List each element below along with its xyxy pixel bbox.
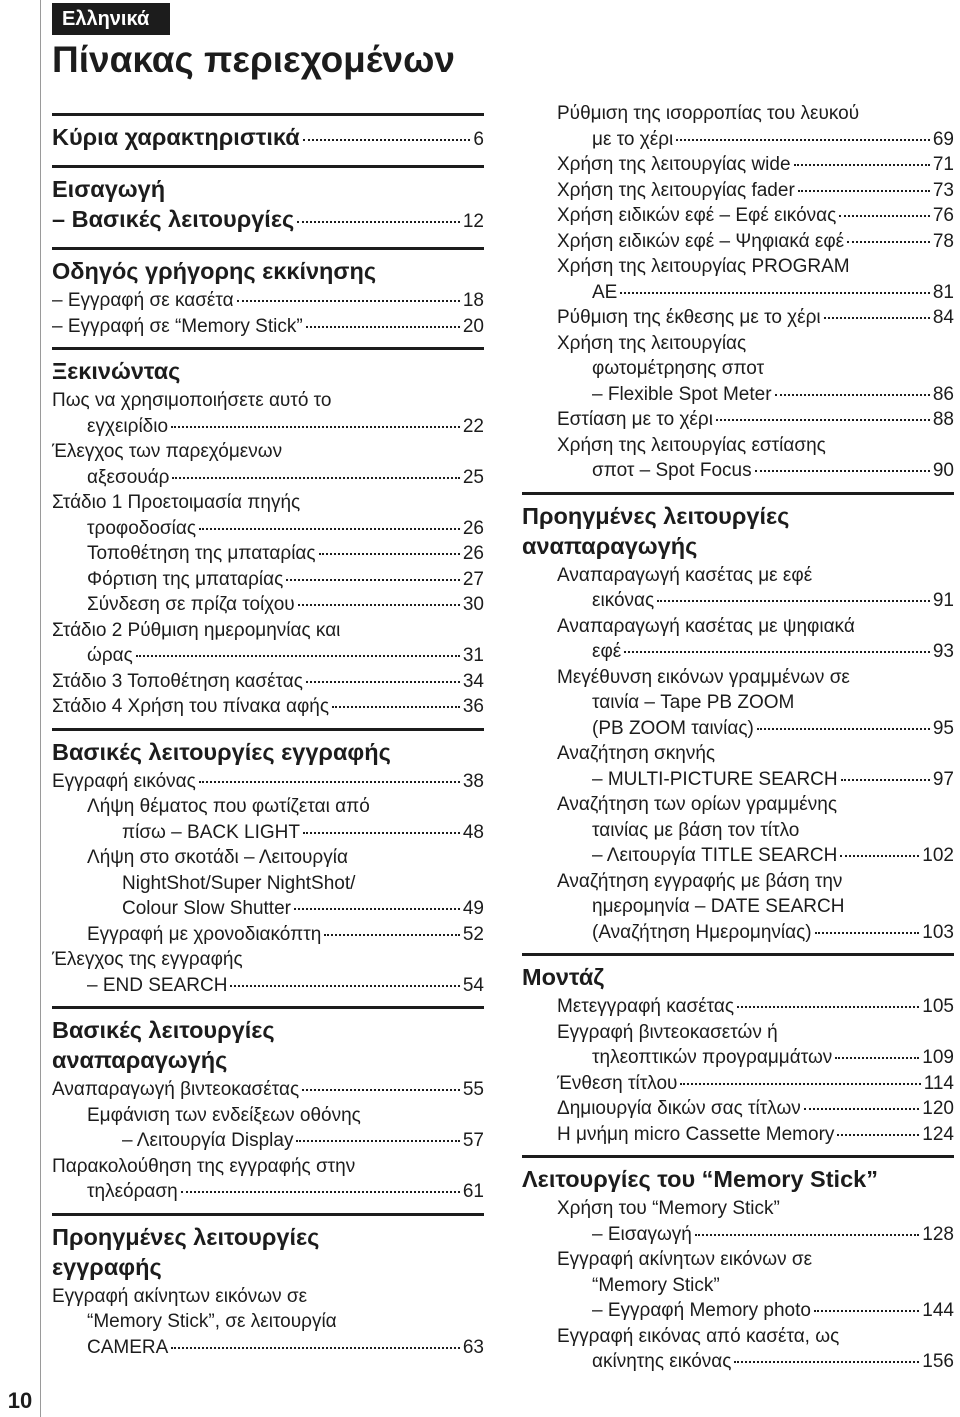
entry-line: Έλεγχος της εγγραφής (52, 949, 243, 970)
entry-text: – END SEARCH (87, 974, 228, 996)
dot-leader (835, 1057, 919, 1059)
section-heading (52, 168, 484, 239)
entry-line (557, 1222, 954, 1248)
entry-text: (PB ZOOM ταινίας) (592, 717, 754, 739)
entry-line: Αναζήτηση των ορίων γραμμένης (557, 794, 837, 815)
toc-entry (522, 1071, 954, 1097)
page-ref: 91 (932, 590, 954, 611)
entry-line: Αναπαραγωγή κασέτας με εφέ (557, 564, 813, 586)
heading-text: – Βασικές λειτουργίες (52, 206, 295, 232)
page-number: 10 (7, 1388, 33, 1413)
dot-leader (620, 292, 930, 294)
entry-line (52, 1179, 484, 1205)
dot-leader (798, 190, 930, 192)
section-heading (522, 1158, 954, 1196)
entry-text: Χρήση της λειτουργίας wide (557, 154, 791, 175)
page-ref: 103 (922, 921, 954, 943)
entry-line (557, 1349, 954, 1375)
language-badge: Ελληνικά (52, 3, 170, 35)
dot-leader (695, 1234, 919, 1236)
page-ref: 69 (932, 128, 954, 150)
entry-line (52, 288, 484, 314)
entry-line (52, 643, 484, 669)
entry-text: τηλεοπτικών προγραμμάτων (592, 1047, 833, 1068)
entry-text: αξεσουάρ (87, 466, 170, 488)
page-ref: 34 (462, 670, 484, 692)
entry-line: Χρήση της λειτουργίας (557, 332, 747, 354)
toc-entry (52, 618, 484, 669)
entry-line: Αναζήτηση σκηνής (557, 743, 716, 764)
entry-line: Λήψη θέματος που φωτίζεται από (87, 796, 370, 817)
toc-entry (522, 1020, 954, 1071)
dot-leader (737, 1006, 919, 1008)
entry-text: – Εγγραφή Memory photo (592, 1300, 811, 1321)
entry-text: εικόνας (592, 590, 655, 611)
toc-entry (522, 1196, 954, 1247)
dot-leader (171, 1347, 460, 1349)
entry-text: τροφοδοσίας (87, 517, 196, 539)
dot-leader (804, 1108, 920, 1110)
entry-line (557, 407, 954, 433)
section-heading (52, 1009, 484, 1077)
page-ref: 73 (932, 179, 954, 201)
heading-line: Ξεκινώντας (52, 358, 181, 384)
section-heading (52, 250, 484, 288)
dot-leader (841, 779, 930, 781)
page-ref: 88 (932, 409, 954, 430)
entry-line (87, 922, 484, 948)
dot-leader (824, 317, 930, 319)
entry-text: Τοποθέτηση της μπαταρίας (87, 543, 316, 564)
toc-entry (522, 407, 954, 433)
page-ref: 124 (922, 1123, 954, 1145)
entry-text: Στάδιο 3 Τοποθέτηση κασέτας (52, 670, 303, 692)
dot-leader (199, 781, 460, 783)
page-ref: 54 (462, 974, 484, 996)
entry-line (557, 458, 954, 484)
section-heading (52, 116, 484, 157)
entry-line (557, 127, 954, 153)
entry-line (52, 1077, 484, 1103)
entry-line (87, 896, 484, 922)
entry-text: Δημιουργία δικών σας τίτλων (557, 1098, 801, 1119)
dot-leader (839, 215, 930, 217)
page-ref: 81 (932, 281, 954, 303)
entry-line: Χρήση της λειτουργίας PROGRAM (557, 256, 850, 277)
entry-line (52, 769, 484, 795)
dot-leader (847, 241, 930, 243)
dot-leader (324, 934, 460, 936)
dot-leader (755, 470, 930, 472)
page-ref: 30 (462, 594, 484, 615)
entry-text: τηλεόραση (87, 1181, 178, 1202)
heading-line: εγγραφής (52, 1253, 162, 1280)
entry-text: Μετεγγραφή κασέτας (557, 996, 735, 1017)
toc-entry (52, 669, 484, 695)
entry-line (87, 541, 484, 567)
dot-leader (298, 604, 460, 606)
entry-line: Μεγέθυνση εικόνων γραμμένων σε (557, 666, 850, 688)
entry-line (52, 1335, 484, 1361)
entry-line: Χρήση του “Memory Stick” (557, 1198, 780, 1219)
toc-entry (522, 305, 954, 331)
entry-text: (Αναζήτηση Ημερομηνίας) (592, 921, 812, 943)
page-ref: 20 (462, 315, 484, 337)
page-ref: 27 (462, 568, 484, 590)
toc-entry (522, 614, 954, 665)
dot-leader (306, 681, 460, 683)
toc-entry (52, 288, 484, 314)
entry-text: CAMERA (87, 1336, 169, 1358)
page-edge-rule (40, 0, 41, 1417)
entry-text: ώρας (87, 645, 133, 666)
entry-text: – Εισαγωγή (592, 1223, 692, 1245)
entry-line: Έλεγχος των παρεχόμενων (52, 441, 283, 462)
entry-line (52, 973, 484, 999)
toc-entry (522, 792, 954, 869)
dot-leader (775, 394, 930, 396)
page-ref: 25 (462, 466, 484, 488)
entry-line: Στάδιο 1 Προετοιμασία πηγής (52, 492, 301, 513)
dot-leader (840, 855, 919, 857)
page-ref: 76 (932, 205, 954, 226)
entry-text: – Εγγραφή σε “Memory Stick” (52, 315, 303, 337)
entry-text: – MULTI-PICTURE SEARCH (592, 768, 838, 790)
entry-line: Λήψη στο σκοτάδι – Λειτουργία (87, 847, 348, 868)
page-ref: 109 (922, 1047, 954, 1068)
page-ref: 93 (932, 641, 954, 662)
toc-entry (52, 1154, 484, 1205)
dot-leader (172, 477, 459, 479)
toc-entry (522, 1122, 954, 1148)
entry-line: Αναζήτηση εγγραφής με βάση την (557, 870, 843, 892)
heading-line: Προηγμένες λειτουργίες (522, 502, 790, 529)
entry-line: Αναπαραγωγή κασέτας με ψηφιακά (557, 615, 855, 637)
dot-leader (303, 832, 460, 834)
dot-leader (181, 1191, 460, 1193)
page-ref: 36 (462, 696, 484, 717)
entry-line (557, 382, 954, 408)
toc-entry (52, 1103, 484, 1154)
entry-line (52, 694, 484, 720)
toc-entry (52, 388, 484, 439)
toc-entry (52, 1077, 484, 1103)
entry-line (557, 994, 954, 1020)
page-ref: 48 (462, 821, 484, 843)
dot-leader (286, 579, 460, 581)
entry-text: Εγγραφή εικόνας (52, 770, 196, 792)
section-heading (52, 1216, 484, 1284)
entry-line: Εμφάνιση των ενδείξεων οθόνης (87, 1104, 361, 1126)
dot-leader (676, 139, 930, 141)
page-ref: 63 (462, 1336, 484, 1358)
heading-line: Λειτουργίες του “Memory Stick” (522, 1166, 878, 1192)
page-ref: 55 (462, 1079, 484, 1100)
entry-line (557, 920, 954, 946)
entry-text: Ένθεση τίτλου (557, 1072, 678, 1094)
entry-line (557, 280, 954, 306)
page-ref: 6 (473, 129, 484, 150)
toc-entry (522, 563, 954, 614)
entry-text: Χρήση ειδικών εφέ – Εφέ εικόνας (557, 205, 837, 226)
page-ref: 86 (932, 383, 954, 405)
toc-entry (52, 947, 484, 998)
page-ref: 26 (462, 517, 484, 539)
page-ref: 90 (932, 460, 954, 481)
toc-entry (52, 490, 484, 541)
entry-text: Colour Slow Shutter (122, 898, 291, 919)
toc-entry (52, 439, 484, 490)
entry-text: σποτ – Spot Focus (592, 460, 752, 481)
dot-leader (319, 553, 460, 555)
entry-text: Χρήση ειδικών εφέ – Ψηφιακά εφέ (557, 230, 845, 252)
page-ref: 97 (932, 768, 954, 790)
entry-text: – Flexible Spot Meter (592, 383, 772, 405)
entry-line: Στάδιο 2 Ρύθμιση ημερομηνίας και (52, 619, 341, 641)
entry-line (87, 567, 484, 593)
entry-line (52, 314, 484, 340)
entry-text: Εστίαση με το χέρι (557, 409, 713, 430)
toc-entry (522, 178, 954, 204)
entry-line (52, 516, 484, 542)
dot-leader (680, 1083, 920, 1085)
toc-entry (52, 592, 484, 618)
entry-line (87, 820, 484, 846)
entry-text: Στάδιο 4 Χρήση του πίνακα αφής (52, 696, 330, 717)
page-ref: 57 (462, 1130, 484, 1151)
heading-line: Προηγμένες λειτουργίες (52, 1223, 320, 1250)
dot-leader (199, 528, 460, 530)
entry-text: – Λειτουργία Display (122, 1130, 294, 1151)
dot-leader (296, 1140, 459, 1142)
entry-line (557, 178, 954, 204)
dot-leader (294, 908, 460, 910)
toc-entry (52, 845, 484, 922)
entry-line (52, 414, 484, 440)
page-ref: 144 (922, 1300, 954, 1321)
entry-text: Χρήση της λειτουργίας fader (557, 179, 795, 201)
entry-line (557, 843, 954, 869)
heading-line: Οδηγός γρήγορης εκκίνησης (52, 258, 377, 284)
heading-line: αναπαραγωγής (522, 532, 698, 559)
entry-line (557, 716, 954, 742)
page-ref: 114 (923, 1072, 954, 1094)
entry-line: Ρύθμιση της ισορροπίας του λευκού (557, 103, 860, 124)
entry-text: Φόρτιση της μπαταρίας (87, 568, 284, 590)
dot-leader (306, 326, 460, 328)
entry-line: Εγγραφή βιντεοκασετών ή (557, 1021, 778, 1043)
entry-line (52, 465, 484, 491)
toc-entry (522, 1096, 954, 1122)
dot-leader (815, 932, 920, 934)
entry-line: ημερομηνία – DATE SEARCH (592, 896, 845, 917)
entry-text: Αναπαραγωγή βιντεοκασέτας (52, 1079, 300, 1100)
section-heading (52, 731, 484, 769)
page-ref: 156 (922, 1351, 954, 1372)
entry-line: Πως να χρησιμοποιήσετε αυτό το (52, 390, 332, 411)
entry-line: Παρακολούθηση της εγγραφής στην (52, 1155, 356, 1177)
toc-left-column (52, 113, 484, 1360)
entry-text: με το χέρι (592, 128, 674, 150)
toc-entry (52, 769, 484, 795)
dot-leader (230, 985, 459, 987)
page-ref: 71 (932, 154, 954, 175)
heading-line: Εισαγωγή (52, 176, 166, 202)
heading-line: Βασικές λειτουργίες εγγραφής (52, 738, 391, 765)
entry-line (87, 592, 484, 618)
page-ref: 22 (462, 415, 484, 437)
toc-entry (522, 203, 954, 229)
toc-entry (52, 314, 484, 340)
dot-leader (657, 600, 930, 602)
entry-line: φωτομέτρησης σποτ (592, 358, 765, 379)
toc-entry (52, 567, 484, 593)
entry-line: ταινίας με βάση τον τίτλο (592, 819, 800, 841)
entry-line: Χρήση της λειτουργίας εστίασης (557, 434, 826, 456)
entry-line (557, 1045, 954, 1071)
entry-line (557, 1071, 954, 1097)
entry-line: Εγγραφή εικόνας από κασέτα, ως (557, 1325, 840, 1347)
toc-entry (522, 331, 954, 408)
toc-entry (522, 152, 954, 178)
dot-leader (237, 300, 460, 302)
page-ref: 78 (932, 230, 954, 252)
entry-line: Εγγραφή ακίνητων εικόνων σε (557, 1249, 813, 1270)
entry-text: Σύνδεση σε πρίζα τοίχου (87, 594, 295, 615)
dot-leader (136, 655, 460, 657)
toc-entry (522, 869, 954, 946)
toc-entry (52, 1284, 484, 1361)
dot-leader (332, 706, 460, 708)
toc-right-column (522, 101, 954, 1375)
entry-line (557, 203, 954, 229)
entry-line: NightShot/Super NightShot/ (122, 872, 356, 894)
entry-line (557, 1122, 954, 1148)
entry-text: Ρύθμιση της έκθεσης με το χέρι (557, 307, 821, 328)
dot-leader (734, 1361, 919, 1363)
entry-text: Η μνήμη micro Cassette Memory (557, 1123, 835, 1145)
entry-text: εγχειρίδιο (87, 415, 169, 437)
page-ref: 105 (922, 996, 954, 1017)
page-ref: 52 (462, 923, 484, 945)
toc-entry (52, 541, 484, 567)
entry-text: Εγγραφή με χρονοδιακόπτη (87, 923, 322, 945)
heading-line: Βασικές λειτουργίες (52, 1017, 275, 1043)
dot-leader (171, 426, 460, 428)
dot-leader (814, 1310, 919, 1312)
page-title: Πίνακας περιεχομένων (52, 39, 455, 80)
entry-line (557, 229, 954, 255)
toc-entry (52, 794, 484, 845)
page-ref: 12 (462, 211, 484, 232)
dot-leader (716, 419, 930, 421)
entry-line (557, 1298, 954, 1324)
entry-line (557, 639, 954, 665)
dot-leader (757, 728, 930, 730)
dot-leader (624, 651, 930, 653)
dot-leader (303, 139, 471, 141)
entry-line: “Memory Stick”, σε λειτουργία (87, 1311, 337, 1332)
toc-entry (522, 254, 954, 305)
entry-line (557, 767, 954, 793)
page-ref: 38 (462, 770, 484, 792)
section-heading (522, 495, 954, 563)
heading-line: αναπαραγωγής (52, 1047, 228, 1073)
page-ref: 49 (462, 898, 484, 919)
entry-line: ταινία – Tape PB ZOOM (592, 692, 795, 713)
entry-text: εφέ (592, 641, 622, 662)
page-ref: 120 (922, 1098, 954, 1119)
dot-leader (794, 164, 930, 166)
dot-leader (297, 221, 460, 223)
toc-entry (522, 229, 954, 255)
entry-text: – Λειτουργία TITLE SEARCH (592, 845, 838, 866)
entry-line (557, 305, 954, 331)
dot-leader (302, 1089, 460, 1091)
entry-line: “Memory Stick” (592, 1274, 720, 1296)
toc-entry (522, 1324, 954, 1375)
heading-line (52, 204, 484, 237)
entry-text: AE (592, 281, 618, 303)
page-ref: 26 (462, 543, 484, 564)
entry-line (557, 588, 954, 614)
entry-text: πίσω – BACK LIGHT (122, 821, 300, 843)
entry-text: ακίνητης εικόνας (592, 1351, 732, 1372)
entry-line (52, 669, 484, 695)
page-ref: 18 (462, 290, 484, 311)
toc-entry (522, 1247, 954, 1324)
page-ref: 84 (932, 307, 954, 328)
entry-line (557, 152, 954, 178)
page-ref: 95 (932, 717, 954, 739)
section-heading (522, 956, 954, 994)
heading-line: Μοντάζ (522, 964, 605, 990)
page-ref: 102 (922, 845, 954, 866)
toc-entry (522, 101, 954, 152)
toc-entry (522, 994, 954, 1020)
page-ref: 128 (922, 1223, 954, 1245)
entry-line (557, 1096, 954, 1122)
entry-text: – Εγγραφή σε κασέτα (52, 290, 234, 311)
toc-entry (52, 694, 484, 720)
heading-line (52, 122, 484, 155)
heading-text: Κύρια χαρακτηριστικά (52, 124, 300, 150)
entry-line: Εγγραφή ακίνητων εικόνων σε (52, 1285, 308, 1307)
dot-leader (837, 1134, 919, 1136)
page-ref: 61 (462, 1181, 484, 1202)
entry-line (87, 1128, 484, 1154)
toc-entry (522, 433, 954, 484)
toc-entry (522, 665, 954, 742)
toc-entry (522, 741, 954, 792)
section-heading (52, 350, 484, 388)
page-ref: 31 (462, 645, 484, 666)
toc-entry (52, 922, 484, 948)
